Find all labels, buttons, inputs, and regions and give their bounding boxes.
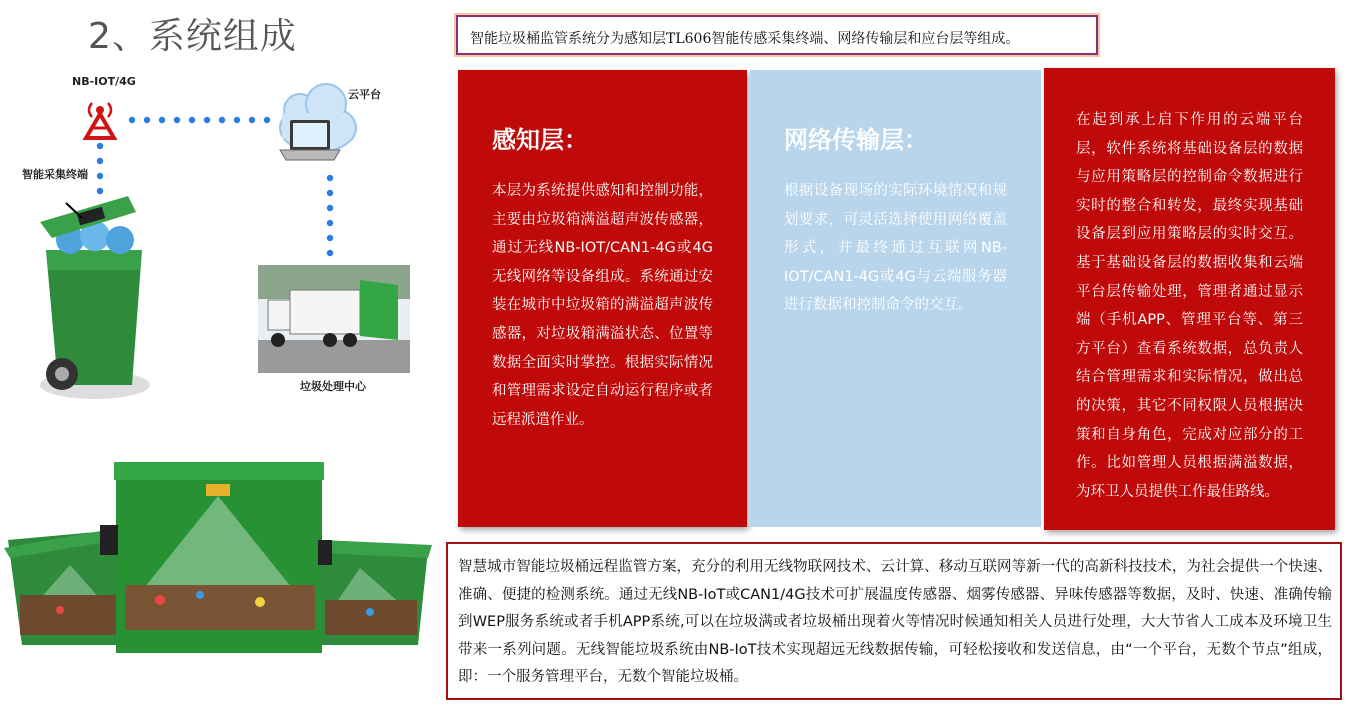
container-bins-image xyxy=(4,462,432,653)
system-summary-box xyxy=(456,15,1098,55)
cloud-platform-label: 云平台 xyxy=(348,88,381,101)
system-illustration xyxy=(0,60,440,710)
page-title: 2、系统组成 xyxy=(88,16,297,57)
perception-layer-panel xyxy=(458,70,747,527)
nb-iot-label: NB-IOT/4G xyxy=(72,75,136,88)
solution-description-text: 智慧城市智能垃圾桶远程监管方案，充分的利用无线物联网技术、云计算、移动互联网等新一代的高新科技技术，为社会提供一个快速、准确、便捷的检测系统。通过无线NB-IoT或CAN1/4G技术可扩展温度传感器、烟雾传感器、异味传感器等数据，及时、快速、准确传输到WEP服务系统或者手机APP系统,可以在垃圾满或者垃圾桶出现着火等情况时候通知相关人员进行处理，大大节省人工成本及环境卫生带来一系列问题。无线智能垃圾系统由NB-IoT技术实现超远无线数据传输，可轻松接收和发送信息，由“一个平台，无数个节点”组成，即：一个服务管理平台，无数个智能垃圾桶。 xyxy=(458,559,1332,685)
network-layer-heading: 网络传输层： xyxy=(784,125,928,154)
cloud-layer-panel xyxy=(1044,68,1335,530)
garbage-truck-image xyxy=(258,265,410,373)
smart-terminal-label: 智能采集终端 xyxy=(22,168,88,181)
cloud-layer-text: 在起到承上启下作用的云端平台层，软件系统将基础设备层的数据与应用策略层的控制命令数据进行实时的整合和转发，最终实现基础设备层到应用策略层的实时交互。基于基础设备层的数据收集和云端平台层传输处理，管理者通过显示端（手机APP、管理平台等、第三方平台）查看系统数据，总负责人结合管理需求和实际情况，做出总的决策，其它不同权限人员根据决策和自身角色，完成对应部分的工作。比如管理人员根据满溢数据，为环卫人员提供工作最佳路线。 xyxy=(1076,112,1303,500)
system-summary-text: 智能垃圾桶监管系统分为感知层TL606智能传感采集终端、网络传输层和应台层等组成。 xyxy=(470,31,1020,47)
processing-center-label: 垃圾处理中心 xyxy=(300,380,366,393)
antenna-tower-icon xyxy=(86,103,114,138)
perception-layer-text: 本层为系统提供感知和控制功能，主要由垃圾箱满溢超声波传感器，通过无线NB-IOT/CAN1-4G或4G无线网络等设备组成。系统通过安装在城市中垃圾箱的满溢超声波传感器，对垃圾箱满溢状态、位置等数据全面实时掌控。根据实际情况和管理需求设定自动运行程序或者远程派遣作业。 xyxy=(492,183,713,428)
smart-bin-icon xyxy=(40,196,150,399)
solution-description-box xyxy=(446,542,1342,700)
perception-layer-heading: 感知层： xyxy=(492,125,588,154)
network-layer-panel xyxy=(750,70,1041,527)
network-layer-text: 根据设备现场的实际环境情况和规划要求，可灵活选择使用网络覆盖形式，并最终通过互联网NB-IOT/CAN1-4G或4G与云端服务器进行数据和控制命令的交互。 xyxy=(784,183,1007,314)
system-diagram-svg xyxy=(0,60,440,710)
cloud-platform-icon xyxy=(280,84,356,160)
